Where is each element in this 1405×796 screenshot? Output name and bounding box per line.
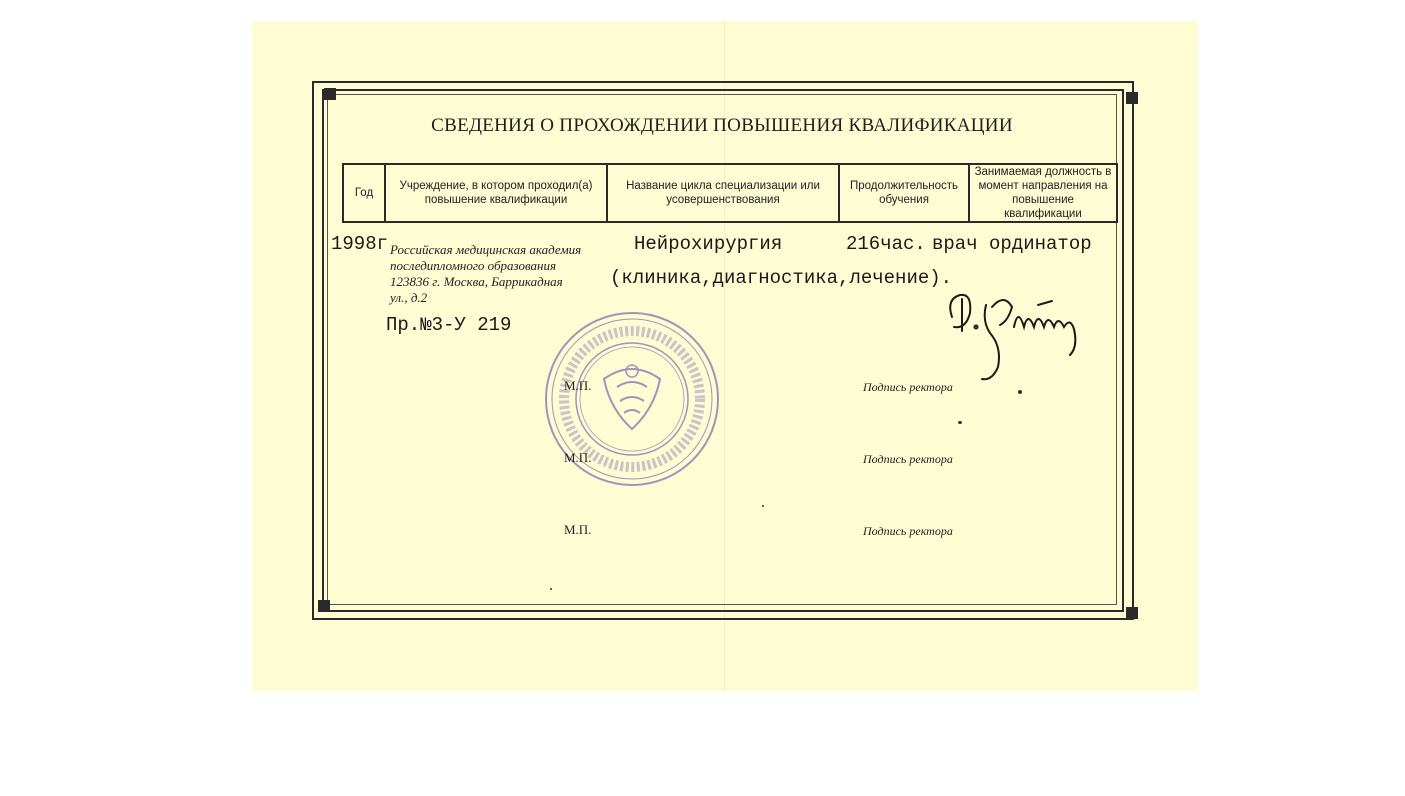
column-duration: Продолжительность обучения (839, 164, 969, 222)
institution-stamp (390, 242, 620, 306)
corner-ornament (318, 600, 330, 612)
column-institution: Учреждение, в котором проходил(а) повышение квалификации (385, 164, 607, 222)
institution-line: ул., д.2 (390, 290, 428, 305)
handwritten-signature (942, 277, 1102, 387)
stamp-place-label: М.П. (564, 522, 592, 537)
course-detail: (клиника,диагностика,лечение). (610, 267, 953, 289)
stamp-place-label: М.П. (564, 378, 592, 393)
column-position: Занимаемая должность в момент направления на повышение квалификации (969, 164, 1117, 222)
entry-year: 1998г (331, 233, 389, 255)
document-title: СВЕДЕНИЯ О ПРОХОЖДЕНИИ ПОВЫШЕНИЯ КВАЛИФИКАЦИИ (431, 115, 1013, 136)
corner-ornament (324, 88, 336, 100)
stamp-place-label: М.П. (564, 450, 592, 465)
ink-speck (1018, 390, 1022, 394)
rector-signature-label: Подпись ректора (863, 380, 953, 394)
corner-ornament (1126, 92, 1138, 104)
position-value: врач ординатор (932, 233, 1092, 255)
institution-line: 123836 г. Москва, Баррикадная (390, 274, 563, 289)
rector-signature-label: Подпись ректора (863, 452, 953, 466)
corner-ornament (1126, 607, 1138, 619)
ink-speck (958, 421, 962, 424)
certificate-page (252, 21, 1198, 691)
ink-speck (762, 505, 764, 507)
order-number: Пр.№3-У 219 (386, 314, 512, 336)
duration-value: 216час. (846, 233, 926, 255)
header-table (342, 163, 1118, 223)
ink-speck (550, 588, 552, 590)
institution-line: Российская медицинская академия (390, 242, 582, 257)
institution-line: последипломного образования (390, 258, 556, 273)
column-year: Год (343, 164, 385, 222)
course-name: Нейрохирургия (634, 233, 783, 255)
column-course: Название цикла специализации или усовершенствования (607, 164, 839, 222)
rector-signature-label: Подпись ректора (863, 524, 953, 538)
